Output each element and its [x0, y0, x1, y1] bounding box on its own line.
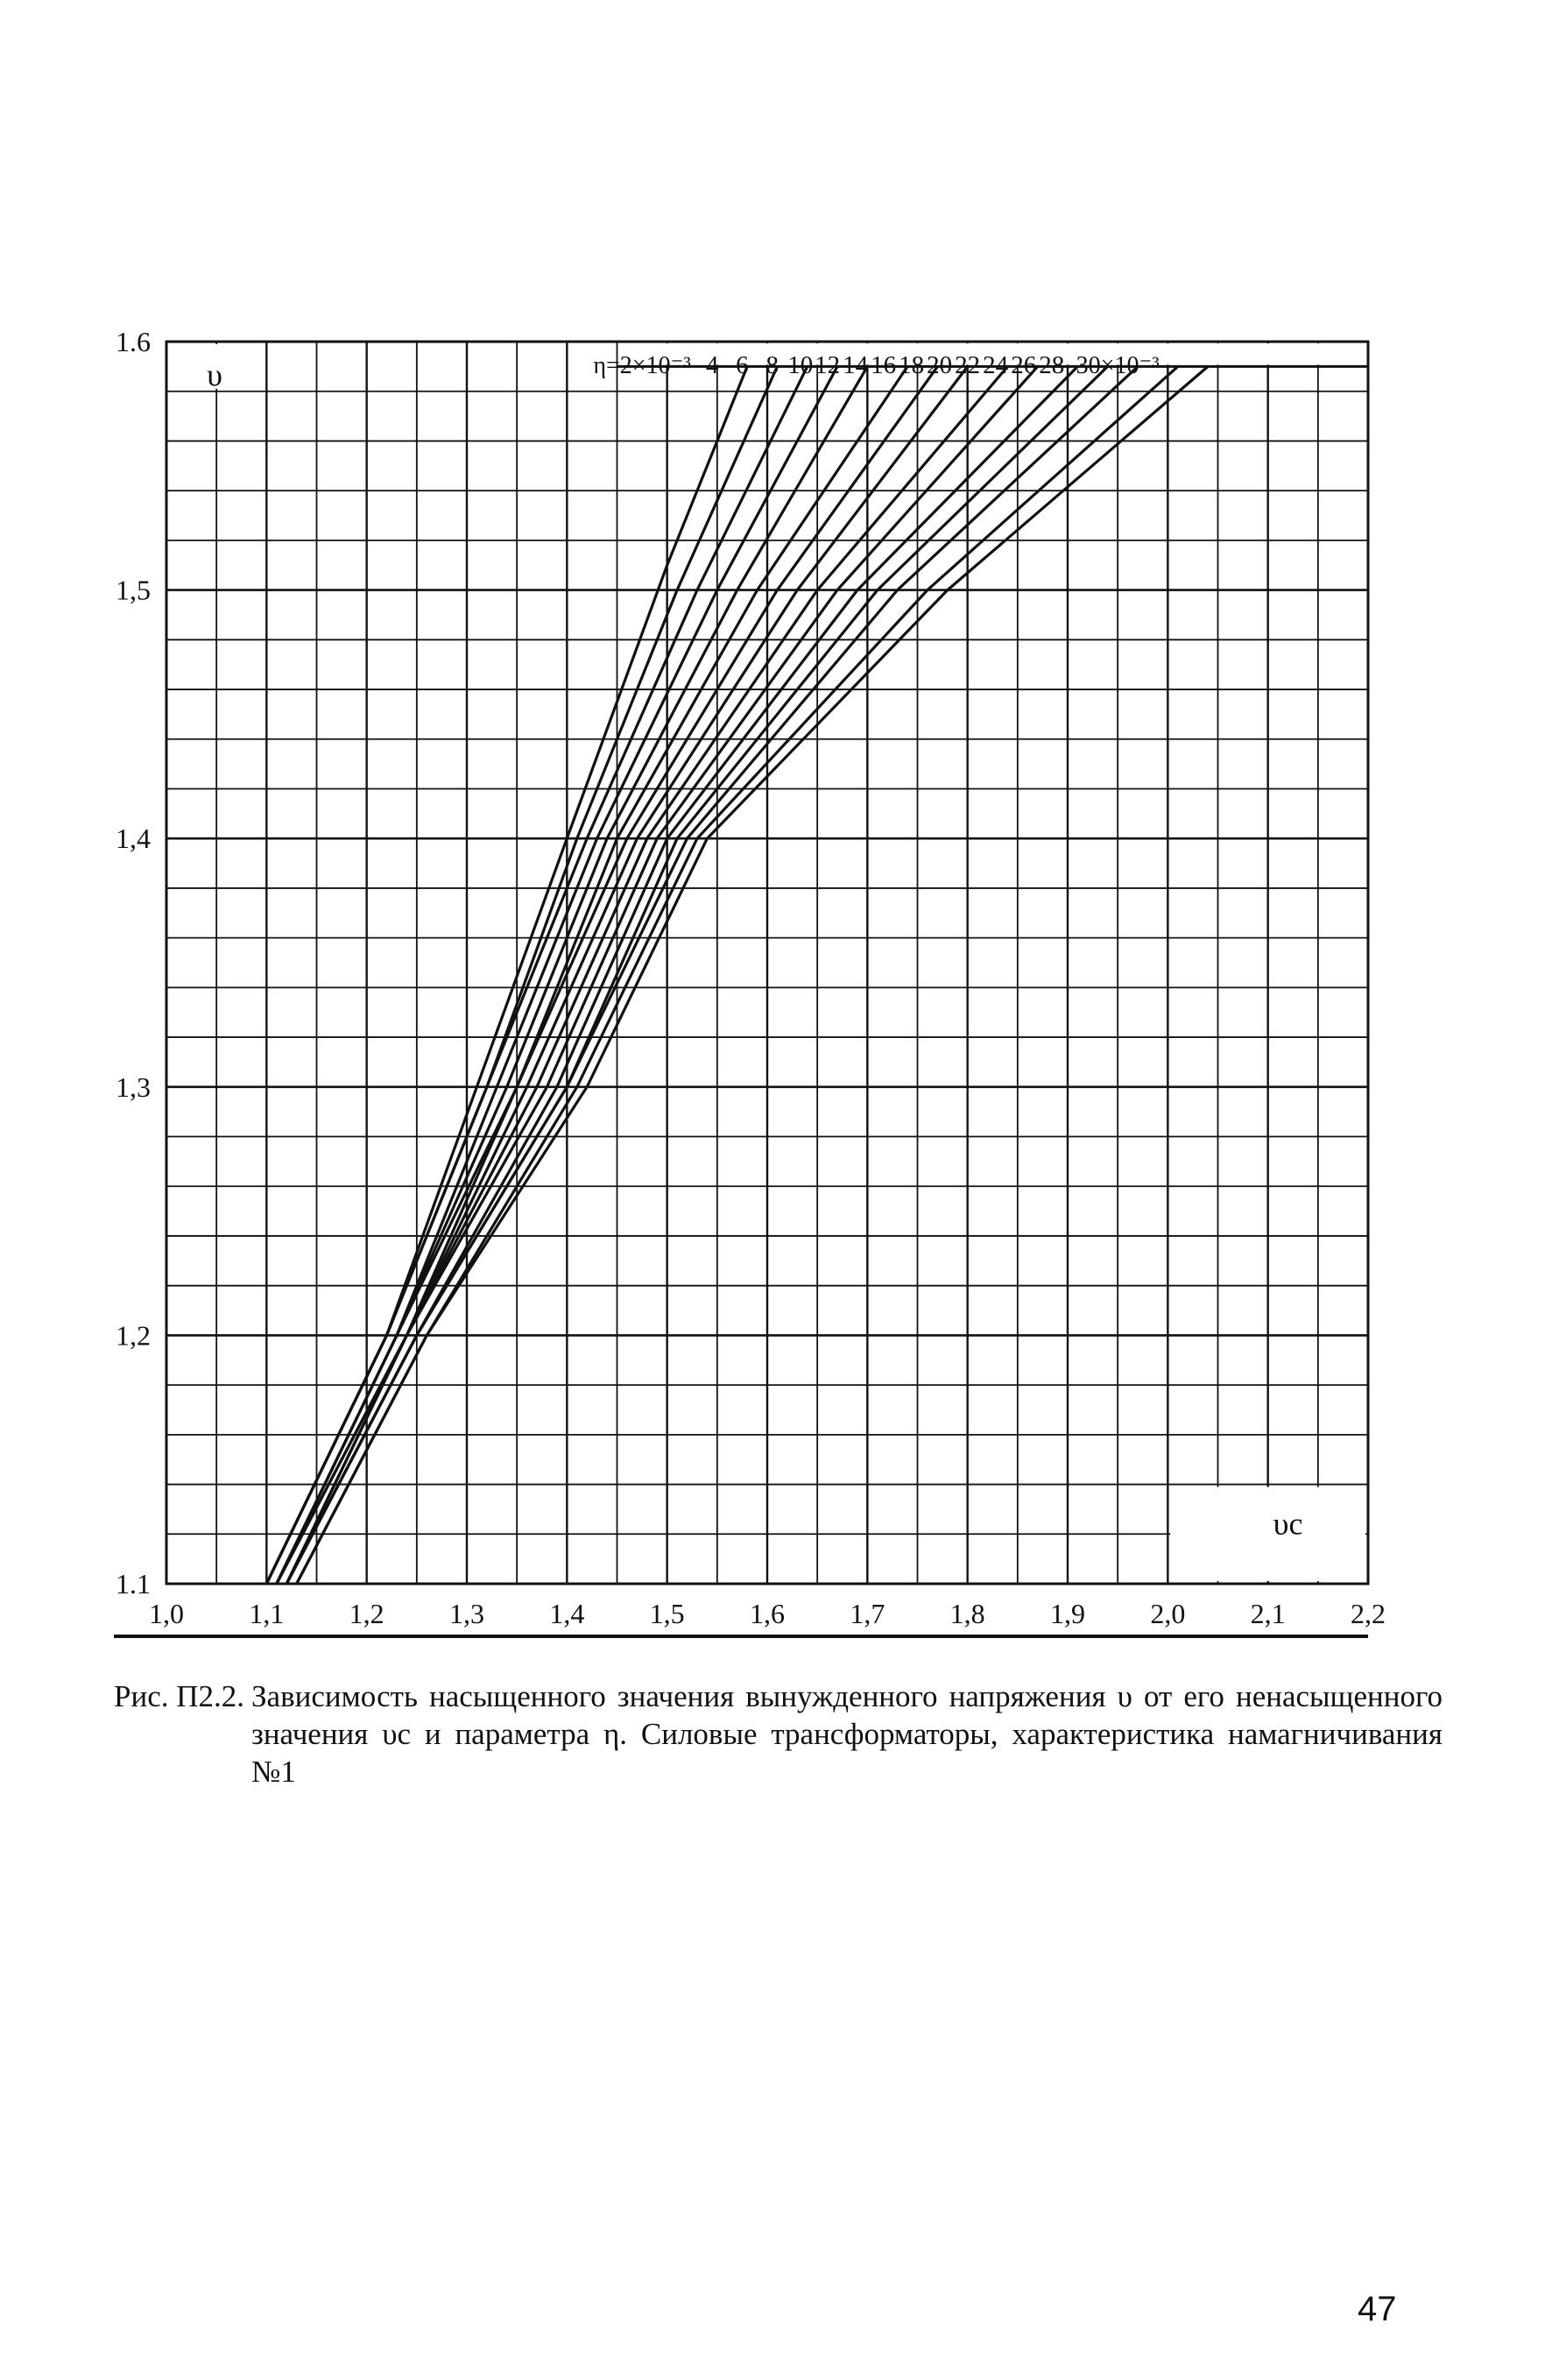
- chart-labels: [116, 326, 1386, 1629]
- y-tick-label: 1.6: [116, 326, 151, 357]
- y-tick-label: 1,3: [116, 1070, 151, 1103]
- parameter-label: 22: [955, 351, 981, 379]
- y-tick-label: 1,2: [116, 1319, 151, 1352]
- parameter-label: 14: [843, 351, 869, 379]
- parameter-label: 12: [815, 351, 841, 379]
- curve-11: [286, 366, 1107, 1584]
- curve-9: [286, 366, 1037, 1584]
- curve-3: [277, 366, 837, 1584]
- parameter-label: 20: [927, 351, 953, 379]
- parameter-label: 28: [1039, 351, 1065, 379]
- curve-12: [286, 366, 1138, 1584]
- xlabel-box: [1170, 1487, 1365, 1581]
- parameter-label: 24: [983, 351, 1009, 379]
- parameter-label: 18: [899, 351, 925, 379]
- parameter-label: η=2×10⁻³: [593, 352, 691, 379]
- x-tick-label: 1,9: [1050, 1598, 1085, 1629]
- y-tick-label: 1,5: [116, 574, 151, 606]
- curve-13: [297, 366, 1178, 1584]
- figure-caption-text: Зависимость насыщенного значения вынужденного напряжения υ от его ненасыщенного значения υc и параметра η. Силовые трансформаторы, характеристика намагничивания №1: [251, 1679, 1443, 1789]
- x-tick-label: 2,1: [1250, 1598, 1286, 1629]
- x-tick-label: 1,0: [149, 1598, 184, 1629]
- y-axis-label: υ: [207, 357, 222, 392]
- x-tick-label: 2,2: [1351, 1598, 1386, 1629]
- parameter-label: 8: [765, 351, 779, 379]
- x-tick-label: 1,1: [249, 1598, 285, 1629]
- curve-10: [286, 366, 1077, 1584]
- x-tick-label: 1,5: [649, 1598, 685, 1629]
- curve-0: [266, 366, 747, 1584]
- x-tick-label: 1,3: [449, 1598, 484, 1629]
- chart-axes: [114, 342, 1368, 1636]
- curve-14: [297, 366, 1209, 1584]
- x-axis-label: υc: [1273, 1506, 1303, 1542]
- page-number: 47: [1358, 2290, 1397, 2328]
- x-tick-label: 1,4: [549, 1598, 585, 1629]
- curve-2: [266, 366, 807, 1584]
- parameter-label: 6: [736, 351, 749, 379]
- parameter-label: 10: [787, 351, 814, 379]
- x-tick-label: 1,2: [349, 1598, 384, 1629]
- chart-grid: [166, 342, 1368, 1584]
- x-tick-label: 1,8: [949, 1598, 985, 1629]
- y-tick-label: 1.1: [116, 1568, 151, 1600]
- curve-1: [266, 366, 777, 1584]
- x-tick-label: 2,0: [1150, 1598, 1186, 1629]
- parameter-label: 4: [705, 351, 719, 379]
- parameter-label: 16: [871, 351, 897, 379]
- x-tick-label: 1,7: [850, 1598, 885, 1629]
- figure-caption-label: Рис. П2.2.: [114, 1679, 245, 1713]
- y-tick-label: 1,4: [116, 823, 151, 855]
- parameter-label: 30×10⁻³: [1076, 352, 1160, 379]
- x-tick-label: 1,6: [750, 1598, 785, 1629]
- parameter-label: 26: [1011, 351, 1037, 379]
